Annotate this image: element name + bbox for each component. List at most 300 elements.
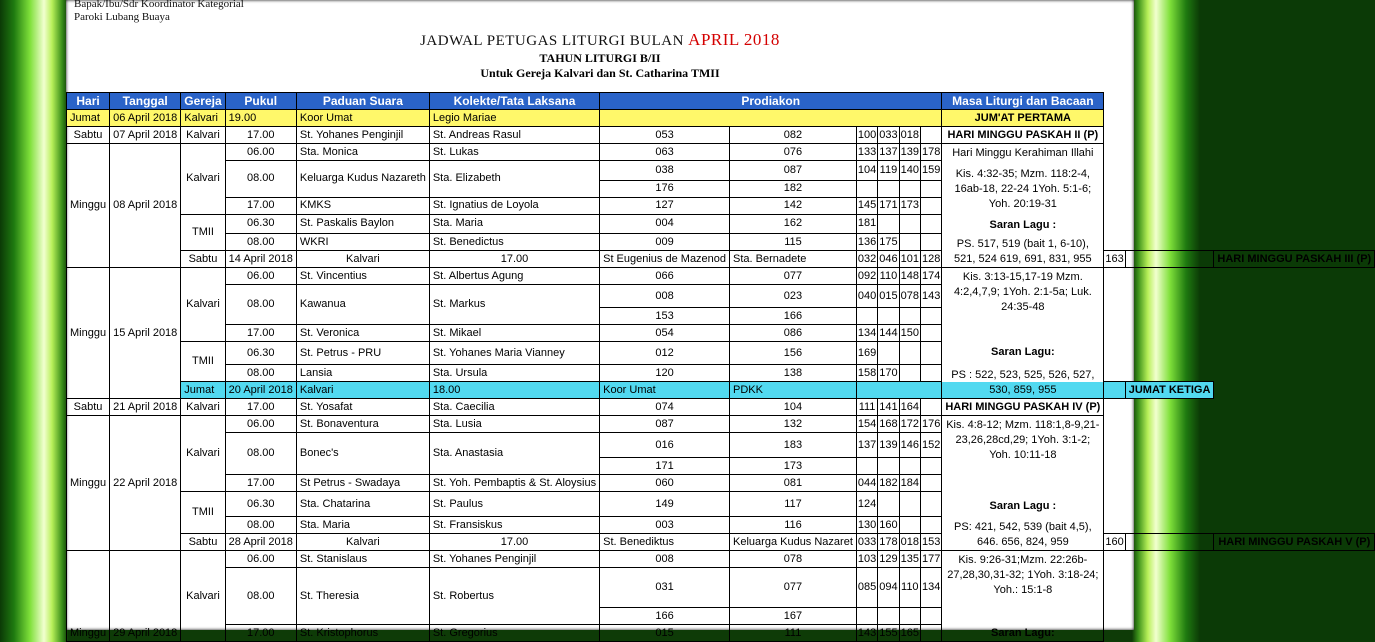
cell-tanggal: 21 April 2018: [110, 399, 181, 416]
table-row: [67, 268, 1375, 285]
cell-prodiakon: 135: [899, 551, 920, 568]
reading-verses: Kis. 4:8-12; Mzm. 118:1,8-9,21-23,26,28cd,29; 1Yoh. 3:1-2; Yoh. 10:11-18: [946, 419, 1100, 461]
cell-pukul: 08.00: [225, 285, 296, 325]
cell-prodiakon: 133: [856, 144, 877, 161]
cell-masa: HARI MINGGU PASKAH IV (P): [942, 399, 1104, 416]
cell-prodiakon: 177: [920, 551, 941, 568]
cell-prodiakon: 053: [600, 127, 730, 144]
cell-gereja: Kalvari: [296, 382, 429, 399]
cell-pukul: 17.00: [429, 534, 599, 551]
cell-prodiakon: 182: [878, 475, 899, 492]
cell-paduan: St. Benediktus: [600, 534, 730, 551]
cell-paduan: St. Veronica: [296, 325, 429, 342]
cell-prodiakon: 120: [600, 365, 730, 382]
cell-prodiakon: 119: [878, 161, 899, 181]
song-label: Saran Lagu :: [989, 500, 1057, 512]
cell-prodiakon: 129: [878, 551, 899, 568]
cell-prodiakon: 153: [920, 534, 941, 551]
cell-prodiakon: [899, 492, 920, 517]
cell-pukul: 18.00: [429, 382, 599, 399]
cell-paduan: St. Petrus - PRU: [296, 342, 429, 365]
cell-prodiakon: 063: [600, 144, 730, 161]
table-row: [67, 365, 1375, 382]
cell-paduan: St. Paskalis Baylon: [296, 214, 429, 234]
table-row: [67, 325, 1375, 342]
cell-pukul: 17.00: [429, 251, 599, 268]
cell-paduan: St Petrus - Swadaya: [296, 475, 429, 492]
cell-prodiakon: [878, 492, 899, 517]
cell-prodiakon: 139: [899, 144, 920, 161]
cell-kolekte: St. Lukas: [429, 144, 599, 161]
cell-prodiakon: 134: [920, 568, 941, 608]
cell-prodiakon: 092: [856, 268, 877, 285]
cell-prodiakon: 101: [899, 251, 920, 268]
cell-prodiakon: 115: [730, 234, 857, 251]
cell-prodiakon: 009: [600, 234, 730, 251]
cell-prodiakon: 176: [920, 416, 941, 433]
cell-pukul: 06.00: [225, 551, 296, 568]
cell-prodiakon: [899, 180, 920, 197]
cell-prodiakon: 154: [856, 416, 877, 433]
cell-pukul: 17.00: [225, 399, 296, 416]
cell-prodiakon: 144: [878, 325, 899, 342]
table-row: [67, 382, 1375, 399]
title-prefix: JADWAL PETUGAS LITURGI BULAN: [420, 33, 684, 49]
cell-hari: Minggu: [67, 268, 110, 399]
cell-paduan: Sta. Monica: [296, 144, 429, 161]
cell-prodiakon: 171: [878, 197, 899, 214]
cell-prodiakon: 040: [856, 285, 877, 308]
cell-prodiakon: [899, 234, 920, 251]
cell-prodiakon: 054: [600, 325, 730, 342]
cell-prodiakon: 082: [730, 127, 857, 144]
subtitle-year: TAHUN LITURGI B/II: [539, 51, 661, 65]
cell-prodiakon: 015: [600, 625, 730, 642]
cell-prodiakon: 152: [920, 433, 941, 458]
cell-prodiakon: 032: [856, 251, 877, 268]
cell-prodiakon: 008: [600, 285, 730, 308]
cell-prodiakon: 170: [878, 365, 899, 382]
cell-prodiakon: 111: [730, 625, 857, 642]
cell-prodiakon: 128: [920, 251, 941, 268]
cell-paduan: St. Bonaventura: [296, 416, 429, 433]
cell-prodiakon: [899, 458, 920, 475]
table-row: [67, 492, 1375, 517]
cell-paduan: Sta. Maria: [296, 517, 429, 534]
cell-prodiakon: 018: [899, 127, 920, 144]
cell-prodiakon: [920, 197, 941, 214]
cell-pukul: 06.30: [225, 492, 296, 517]
cell-prodiakon: 141: [878, 399, 899, 416]
parish-line: Paroki Lubang Buaya: [74, 11, 170, 23]
cell-prodiakon: 166: [600, 608, 730, 625]
col-paduan: Paduan Suara: [296, 93, 429, 110]
cell-prodiakon: [920, 517, 941, 534]
cell-prodiakon: 111: [856, 399, 877, 416]
cell-kolekte: Sta. Caecilia: [429, 399, 599, 416]
cell-kolekte: St. Gregorius: [429, 625, 599, 642]
schedule-table: [66, 92, 1375, 642]
cell-tanggal: 07 April 2018: [110, 127, 181, 144]
cell-kolekte: Sta. Elizabeth: [429, 161, 599, 198]
cell-prodiakon: 008: [600, 551, 730, 568]
cell-prodiakon: 117: [730, 492, 857, 517]
table-row: [67, 197, 1375, 214]
cell-prodiakon: 159: [920, 161, 941, 181]
cell-prodiakon: [899, 342, 920, 365]
cell-prodiakon: 173: [730, 458, 857, 475]
cell-gereja: Kalvari: [296, 534, 429, 551]
cell-prodiakon: 175: [878, 234, 899, 251]
cell-prodiakon: [899, 308, 920, 325]
table-row: [67, 517, 1375, 534]
table-row: [67, 342, 1375, 365]
cell-prodiakon: 162: [730, 214, 857, 234]
cell-kolekte: PDKK: [730, 382, 857, 399]
cell-prodiakon: [920, 214, 941, 234]
cell-prodiakon: 110: [878, 268, 899, 285]
cell-prodiakon: 181: [856, 214, 877, 234]
song-label: Saran Lagu:: [991, 346, 1055, 358]
cell-kolekte: Sta. Anastasia: [429, 433, 599, 475]
cell-prodiakon: 033: [856, 534, 877, 551]
cell-prodiakon: 085: [856, 568, 877, 608]
cell-prodiakon: 137: [878, 144, 899, 161]
cell-prodiakon: 110: [899, 568, 920, 608]
reading-verses: Kis. 3:13-15,17-19 Mzm. 4:2,4,7,9; 1Yoh. 2:1-5a; Luk. 24:35-48: [953, 271, 1092, 313]
cell-prodiakon: 127: [600, 197, 730, 214]
cell-prodiakon: 184: [899, 475, 920, 492]
cell-prodiakon: 165: [899, 625, 920, 642]
cell-prodiakon: [878, 608, 899, 625]
cell-prodiakon: 012: [600, 342, 730, 365]
table-row: [67, 161, 1375, 181]
cell-prodiakon: 176: [600, 180, 730, 197]
cell-prodiakon: 081: [730, 475, 857, 492]
cell-kolekte: Sta. Lusia: [429, 416, 599, 433]
cell-paduan: Keluarga Kudus Nazareth: [296, 161, 429, 198]
cell-gereja: Kalvari: [181, 127, 225, 144]
cell-prodiakon: 015: [878, 285, 899, 308]
cell-masa: JUMAT KETIGA: [1125, 382, 1214, 399]
cell-prodiakon: 174: [920, 268, 941, 285]
cell-kolekte: St. Markus: [429, 285, 599, 325]
cell-prodiakon: [878, 180, 899, 197]
cell-prodiakon: 139: [878, 433, 899, 458]
cell-prodiakon: 160: [1104, 534, 1125, 551]
cell-prodiakon: 087: [600, 416, 730, 433]
cell-pukul: 06.00: [225, 144, 296, 161]
table-row: [67, 285, 1375, 308]
cell-prodiakon: 046: [878, 251, 899, 268]
cell-prodiakon: 150: [899, 325, 920, 342]
cell-kolekte: St. Fransiskus: [429, 517, 599, 534]
cell-prodiakon: 094: [878, 568, 899, 608]
cell-kolekte: St. Yohanes Penginjil: [429, 551, 599, 568]
cell-paduan: St. Yohanes Penginjil: [296, 127, 429, 144]
cell-prodiakon: 140: [899, 161, 920, 181]
cell-tanggal: 15 April 2018: [110, 268, 181, 399]
cell-paduan: Koor Umat: [600, 382, 730, 399]
cell-prodiakon: [899, 517, 920, 534]
cell-prodiakon: 178: [920, 144, 941, 161]
cell-pukul: 17.00: [225, 475, 296, 492]
reading-verses: Kis. 4:32-35; Mzm. 118:2-4, 16ab-18, 22-24 1Yoh. 5:1-6; Yoh. 20:19-31: [954, 168, 1092, 210]
cell-kolekte: Keluarga Kudus Nazaret: [730, 534, 857, 551]
cell-prodiakon: 169: [856, 342, 877, 365]
cell-gereja: Kalvari: [181, 551, 225, 642]
cell-prodiakon: 044: [856, 475, 877, 492]
cell-prodiakon: [920, 308, 941, 325]
cell-gereja: Kalvari: [181, 268, 225, 342]
page-title: [66, 30, 1134, 50]
cell-paduan: Kawanua: [296, 285, 429, 325]
cell-pukul: 17.00: [225, 127, 296, 144]
cell-kolekte: St. Yohanes Maria Vianney: [429, 342, 599, 365]
cell-prodiakon: [856, 308, 877, 325]
cell-prodiakon: 156: [730, 342, 857, 365]
cell-paduan: St. Vincentius: [296, 268, 429, 285]
cell-gereja: TMII: [181, 214, 225, 251]
cell-pukul: 19.00: [225, 110, 296, 127]
table-row: [67, 534, 1375, 551]
cell-prodiakon: 164: [899, 399, 920, 416]
cell-prodiakon: 142: [730, 197, 857, 214]
col-kolekte: Kolekte/Tata Laksana: [429, 93, 599, 110]
cell-tanggal: 22 April 2018: [110, 416, 181, 551]
cell-pukul: 06.00: [225, 416, 296, 433]
cell-paduan: Bonec's: [296, 433, 429, 475]
cell-prodiakon: 004: [600, 214, 730, 234]
reading-verses: Kis. 9:26-31;Mzm. 22:26b-27,28,30,31-32; 1Yoh. 3:18-24; Yoh.: 15:1-8: [947, 554, 1099, 596]
cell-pukul: 08.00: [225, 568, 296, 625]
table-row: [67, 127, 1375, 144]
table-row: [67, 475, 1375, 492]
cell-prodiakon: 136: [856, 234, 877, 251]
schedule-document: [66, 0, 1372, 639]
cell-bacaan: [942, 144, 1104, 268]
cell-prodiakon: 003: [600, 517, 730, 534]
cell-prodiakon: [1125, 534, 1214, 551]
cell-prodiakon: [878, 308, 899, 325]
cell-prodiakon: [878, 214, 899, 234]
cell-prodiakon: 076: [730, 144, 857, 161]
cell-prodiakon: [920, 342, 941, 365]
cell-hari: Jumat: [67, 110, 110, 127]
cell-kolekte: St. Albertus Agung: [429, 268, 599, 285]
cell-prodiakon: [920, 127, 941, 144]
cell-masa: HARI MINGGU PASKAH V (P): [1214, 534, 1375, 551]
cell-prodiakon: [899, 365, 920, 382]
cell-prodiakon: 078: [899, 285, 920, 308]
col-masa: Masa Liturgi dan Bacaan: [942, 93, 1104, 110]
cell-tanggal: 29 April 2018: [110, 551, 181, 642]
cell-prodiakon: [920, 458, 941, 475]
cell-hari: Sabtu: [181, 534, 225, 551]
cell-bacaan: [942, 551, 1104, 642]
cell-tanggal: 28 April 2018: [225, 534, 296, 551]
cell-gereja: Kalvari: [181, 144, 225, 215]
cell-gereja: Kalvari: [181, 399, 225, 416]
cell-paduan: Sta. Chatarina: [296, 492, 429, 517]
song-list: PS. 517, 519 (bait 1, 6-10), 521, 524 619, 691, 831, 955: [954, 238, 1092, 265]
cell-prodiakon: 086: [730, 325, 857, 342]
cell-paduan: St Eugenius de Mazenod: [600, 251, 730, 268]
cell-prodiakon: 134: [856, 325, 877, 342]
table-row: [67, 251, 1375, 268]
cell-gereja: TMII: [181, 342, 225, 382]
table-row: [67, 433, 1375, 458]
cell-tanggal: 20 April 2018: [225, 382, 296, 399]
cell-prodiakon: 087: [730, 161, 857, 181]
cell-gereja: Kalvari: [181, 110, 225, 127]
cell-prodiakon: 078: [730, 551, 857, 568]
cell-prodiakon: 124: [856, 492, 877, 517]
recipient-line: Bapak/Ibu/Sdr Koordinator Kategorial: [74, 0, 244, 10]
cell-prodiakon: [899, 214, 920, 234]
cell-paduan: WKRI: [296, 234, 429, 251]
col-gereja: Gereja: [181, 93, 225, 110]
cell-prodiakon: 182: [730, 180, 857, 197]
cell-prodiakon: [920, 180, 941, 197]
cell-bacaan: [942, 416, 1104, 551]
cell-paduan: St. Theresia: [296, 568, 429, 625]
cell-prodiakon: [856, 180, 877, 197]
cell-paduan: Koor Umat: [296, 110, 429, 127]
cell-prodiakon: [920, 475, 941, 492]
cell-prodiakon: [920, 492, 941, 517]
cell-paduan: St. Kristophorus: [296, 625, 429, 642]
cell-prodiakon: [920, 365, 941, 382]
cell-prodiakon: 038: [600, 161, 730, 181]
cell-prodiakon: 132: [730, 416, 857, 433]
cell-kolekte: St. Andreas Rasul: [429, 127, 599, 144]
cell-prodiakon: 077: [730, 268, 857, 285]
cell-prodiakon: 158: [856, 365, 877, 382]
cell-prodiakon: 145: [856, 197, 877, 214]
song-label: Saran Lagu:: [991, 627, 1055, 639]
song-list: PS : 522, 523, 525, 526, 527, 530, 859, 955: [951, 369, 1095, 396]
cell-prodiakon: 033: [878, 127, 899, 144]
table-row: [67, 399, 1375, 416]
cell-prodiakon: 167: [730, 608, 857, 625]
cell-pukul: 06.00: [225, 268, 296, 285]
table-row: [67, 416, 1375, 433]
cell-prodiakon: [920, 625, 941, 642]
cell-prodiakon: [920, 399, 941, 416]
cell-paduan: KMKS: [296, 197, 429, 214]
cell-bacaan: [942, 268, 1104, 399]
table-row: [67, 568, 1375, 608]
cell-prodiakon: 171: [600, 458, 730, 475]
cell-pukul: 08.00: [225, 433, 296, 475]
cell-prodiakon: 116: [730, 517, 857, 534]
cell-tanggal: 06 April 2018: [110, 110, 181, 127]
table-row: [67, 551, 1375, 568]
cell-prodiakon: 104: [730, 399, 857, 416]
title-month: APRIL 2018: [688, 30, 780, 49]
cell-prodiakon: 016: [600, 433, 730, 458]
cell-pukul: 17.00: [225, 625, 296, 642]
table-row: [67, 234, 1375, 251]
reading-note: Hari Minggu Kerahiman Illahi: [952, 147, 1094, 159]
cell-hari: Minggu: [67, 551, 110, 642]
col-tanggal: Tanggal: [110, 93, 181, 110]
cell-prodiakon-empty: [600, 110, 942, 127]
cell-prodiakon: 146: [899, 433, 920, 458]
cell-kolekte: Sta. Ursula: [429, 365, 599, 382]
cell-kolekte: Legio Mariae: [429, 110, 599, 127]
cell-prodiakon: 104: [856, 161, 877, 181]
cell-hari: Sabtu: [181, 251, 225, 268]
cell-pukul: 06.30: [225, 342, 296, 365]
cell-kolekte: St. Paulus: [429, 492, 599, 517]
cell-tanggal: 14 April 2018: [225, 251, 296, 268]
table-row: [67, 110, 1375, 127]
cell-paduan: St. Yosafat: [296, 399, 429, 416]
table-row: [67, 214, 1375, 234]
cell-pukul: 08.00: [225, 234, 296, 251]
cell-kolekte: St. Ignatius de Loyola: [429, 197, 599, 214]
col-pukul: Pukul: [225, 93, 296, 110]
cell-prodiakon: 137: [856, 433, 877, 458]
cell-kolekte: St. Benedictus: [429, 234, 599, 251]
cell-gereja: Kalvari: [181, 416, 225, 492]
cell-prodiakon: 103: [856, 551, 877, 568]
cell-pukul: 08.00: [225, 517, 296, 534]
cell-pukul: 17.00: [225, 197, 296, 214]
col-prodiakon: Prodiakon: [600, 93, 942, 110]
cell-prodiakon: 143: [920, 285, 941, 308]
header-row: [67, 93, 1375, 110]
cell-kolekte: Sta. Maria: [429, 214, 599, 234]
cell-prodiakon: [1125, 251, 1214, 268]
cell-kolekte: St. Yoh. Pembaptis & St. Aloysius: [429, 475, 599, 492]
cell-prodiakon: 163: [1104, 251, 1125, 268]
cell-prodiakon: [878, 458, 899, 475]
cell-prodiakon: 148: [899, 268, 920, 285]
cell-paduan: Lansia: [296, 365, 429, 382]
cell-prodiakon: [899, 608, 920, 625]
cell-prodiakon: 153: [600, 308, 730, 325]
cell-kolekte: St. Robertus: [429, 568, 599, 625]
cell-prodiakon: [856, 458, 877, 475]
cell-prodiakon: 155: [878, 625, 899, 642]
cell-gereja: Kalvari: [296, 251, 429, 268]
cell-prodiakon: 143: [856, 625, 877, 642]
cell-hari: Minggu: [67, 144, 110, 268]
cell-prodiakon: 173: [899, 197, 920, 214]
song-label: Saran Lagu :: [989, 219, 1057, 231]
cell-prodiakon: [878, 342, 899, 365]
subtitle-church: Untuk Gereja Kalvari dan St. Catharina TMII: [480, 66, 720, 80]
cell-prodiakon: 149: [600, 492, 730, 517]
cell-prodiakon: 074: [600, 399, 730, 416]
cell-paduan: St. Stanislaus: [296, 551, 429, 568]
cell-masa: HARI MINGGU PASKAH III (P): [1214, 251, 1375, 268]
cell-kolekte: St. Mikael: [429, 325, 599, 342]
cell-kolekte: Sta. Bernadete: [730, 251, 857, 268]
cell-tanggal: 08 April 2018: [110, 144, 181, 268]
cell-hari: Jumat: [181, 382, 225, 399]
cell-masa: HARI MINGGU PASKAH II (P): [942, 127, 1104, 144]
cell-prodiakon: 178: [878, 534, 899, 551]
cell-prodiakon: 130: [856, 517, 877, 534]
cell-gereja: TMII: [181, 492, 225, 534]
cell-prodiakon: [856, 608, 877, 625]
cell-prodiakon: 168: [878, 416, 899, 433]
col-hari: Hari: [67, 93, 110, 110]
